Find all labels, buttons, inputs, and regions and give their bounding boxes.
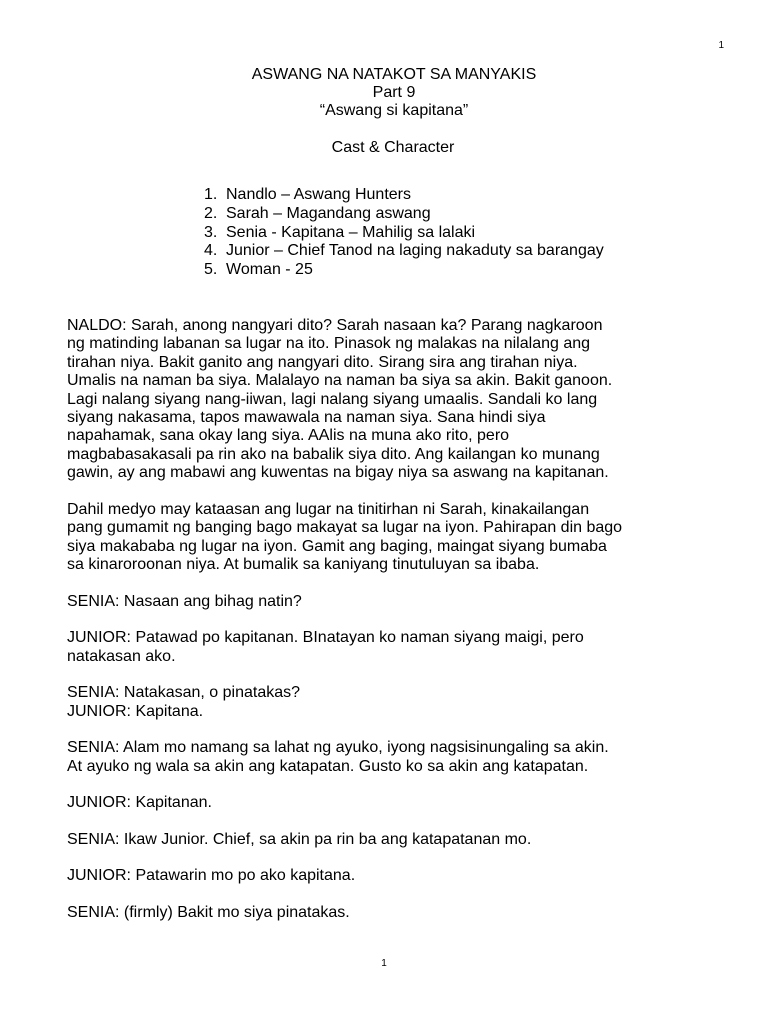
cast-item (204, 224, 604, 243)
script-line: SENIA: (firmly) Bakit mo siya pinatakas. (67, 904, 350, 922)
cast-item-number: 2. (204, 204, 218, 222)
script-line: siya makababa ng lugar na iyon. Gamit ang baging, maingat siyang bumaba (67, 537, 607, 555)
script-paragraph (67, 739, 747, 776)
script-line: natakasan ako. (67, 647, 176, 665)
script-line: gawin, ay ang mabawi ang kuwentas na bigay niya sa aswang na kapitanan. (67, 464, 609, 482)
cast-item (204, 205, 604, 224)
script-paragraph (67, 317, 747, 483)
episode-title: “Aswang si kapitana” (319, 102, 469, 119)
cast-item-text: Junior – Chief Tanod na laging nakaduty sa barangay (226, 242, 604, 260)
page-number-bottom: 1 (381, 958, 387, 969)
script-paragraph (67, 831, 747, 849)
script-line: Dahil medyo may kataasan ang lugar na tinitirhan ni Sarah, kinakailangan (67, 500, 590, 518)
script-line: napahamak, sana okay lang siya. AAlis na muna ako rito, pero (67, 427, 510, 445)
script-line: SENIA: Natakasan, o pinatakas? (67, 684, 301, 702)
script-line: siyang nakasama, tapos mawawala na naman siya. Sana hindi siya (67, 409, 546, 427)
script-paragraph (67, 703, 747, 721)
cast-list (204, 186, 604, 280)
script-paragraph (67, 501, 747, 575)
script-line: At ayuko ng wala sa akin ang katapatan. Gusto ko sa akin ang katapatan. (67, 757, 589, 775)
script-paragraph (67, 794, 747, 812)
cast-item-text: Woman - 25 (226, 261, 313, 279)
script-line: ng matinding labanan sa lugar na ito. Pinasok ng malakas na nilalang ang (67, 335, 591, 353)
cast-item-number: 5. (204, 261, 218, 279)
script-paragraph (67, 593, 747, 611)
script-paragraph (67, 629, 747, 666)
part-label: Part 9 (372, 84, 416, 101)
script-line: sa kinaroroonan niya. At bumalik sa kaniyang tinutuluyan sa ibaba. (67, 556, 540, 574)
script-line: JUNIOR: Patawad po kapitanan. BInatayan ko naman siyang maigi, pero (67, 629, 584, 647)
script-line: pang gumamit ng banging bago makayat sa lugar na iyon. Pahirapan din bago (67, 519, 623, 537)
script-paragraph (67, 684, 747, 702)
cast-item-text: Senia - Kapitana – Mahilig sa lalaki (226, 223, 476, 241)
page-number-top: 1 (718, 40, 724, 51)
script-line: SENIA: Alam mo namang sa lahat ng ayuko, iyong nagsisinungaling sa akin. (67, 739, 609, 757)
script-body (67, 317, 747, 941)
cast-item (204, 261, 604, 280)
cast-item-text: Nandlo – Aswang Hunters (226, 186, 411, 203)
cast-item-number: 4. (204, 242, 218, 260)
story-title: ASWANG NA NATAKOT SA MANYAKIS (251, 66, 537, 83)
script-paragraph (67, 904, 747, 922)
script-line: SENIA: Nasaan ang bihag natin? (67, 592, 302, 610)
cast-item-number: 1. (204, 186, 218, 203)
script-line: JUNIOR: Kapitana. (67, 702, 204, 720)
script-line: Umalis na naman ba siya. Malalayo na naman ba siya sa akin. Bakit ganoon. (67, 372, 613, 390)
cast-item-number: 3. (204, 223, 218, 241)
cast-item (204, 186, 604, 205)
cast-heading: Cast & Character (331, 139, 455, 156)
title-block (0, 66, 768, 120)
script-line: magbabasakasali pa rin ako na babalik siya dito. Ang kailangan ko munang (67, 445, 600, 463)
script-line: tirahan niya. Bakit ganito ang nangyari dito. Sirang sira ang tirahan niya. (67, 353, 578, 371)
script-line: Lagi nalang siyang nang-iiwan, lagi nalang siyang umaalis. Sandali ko lang (67, 390, 598, 408)
script-line: NALDO: Sarah, anong nangyari dito? Sarah nasaan ka? Parang nagkaroon (67, 317, 603, 334)
cast-item-text: Sarah – Magandang aswang (226, 204, 431, 222)
script-line: JUNIOR: Kapitanan. (67, 794, 212, 812)
script-line: SENIA: Ikaw Junior. Chief, sa akin pa rin ba ang katapatanan mo. (67, 830, 532, 848)
cast-item (204, 242, 604, 261)
script-line: JUNIOR: Patawarin mo po ako kapitana. (67, 867, 356, 885)
script-paragraph (67, 867, 747, 885)
